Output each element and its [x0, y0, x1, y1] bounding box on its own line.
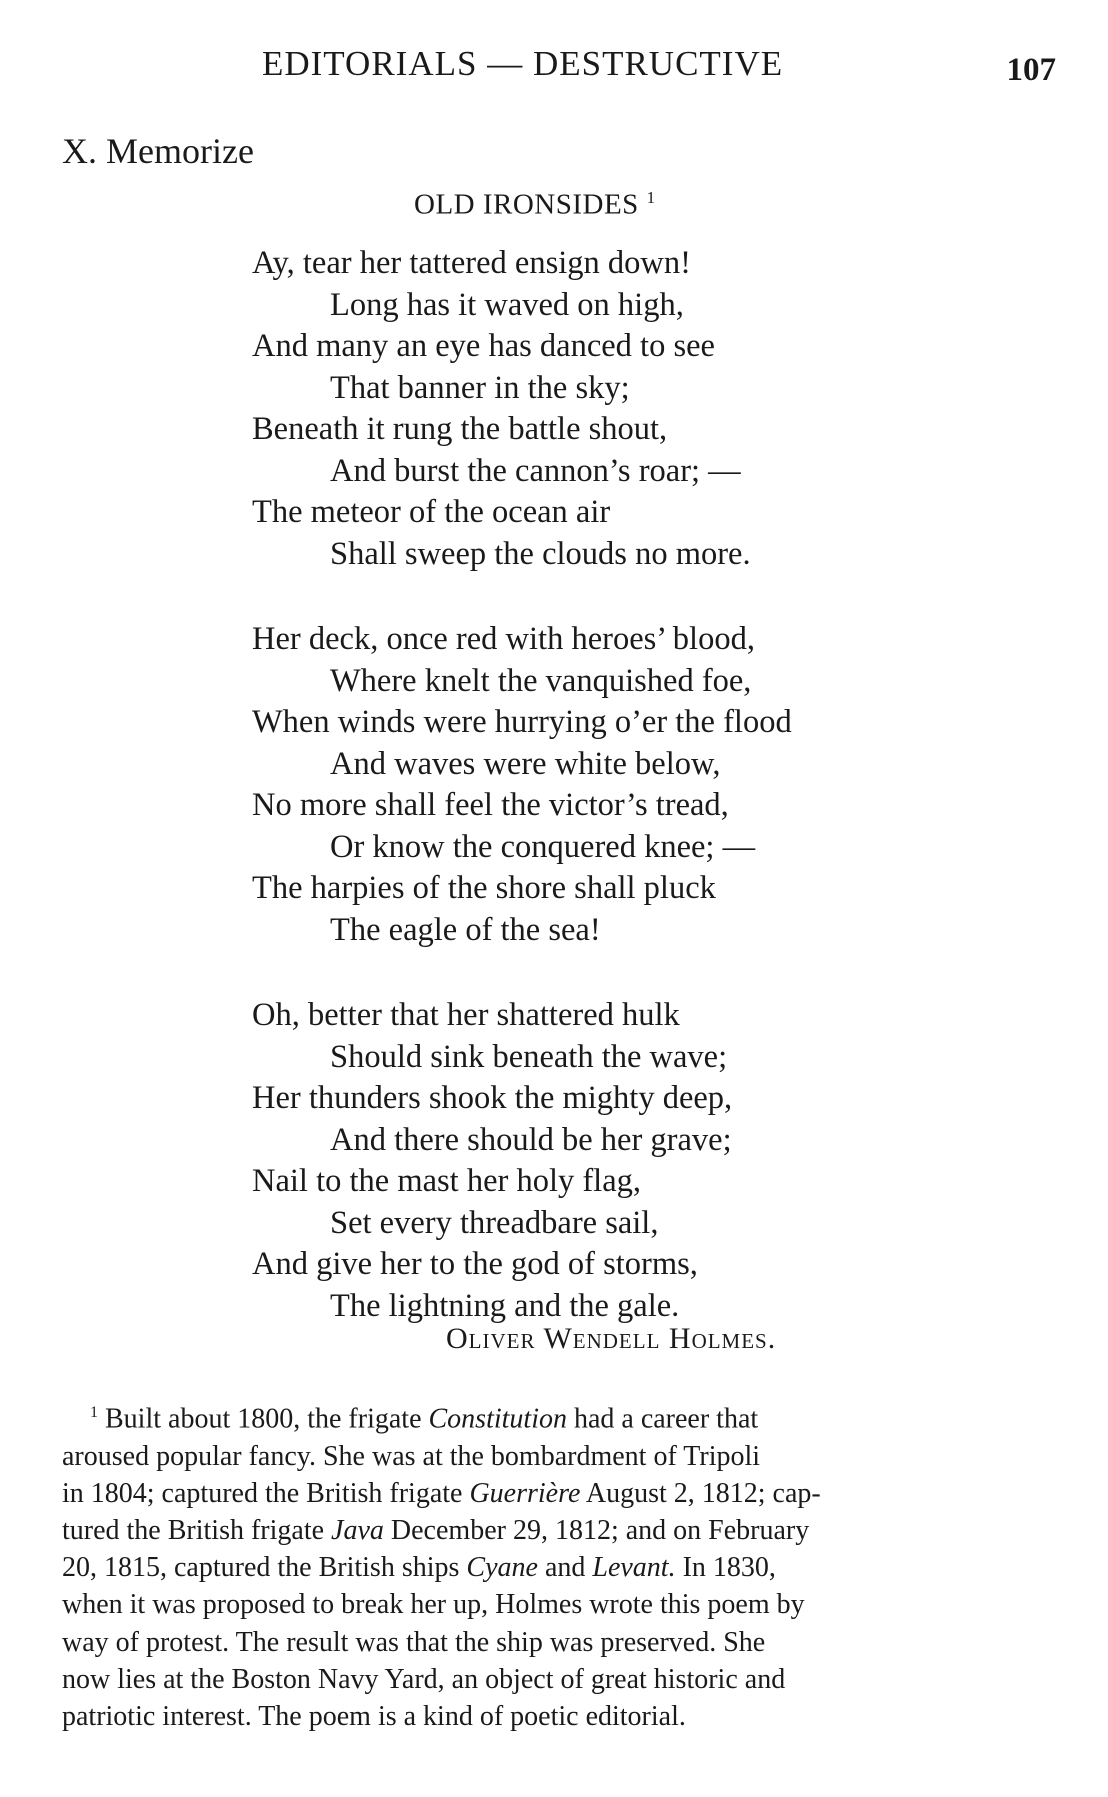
poem-line: Beneath it rung the battle shout,	[252, 411, 668, 447]
footnote-line: $^1$ Built about 1800, the frigate Constitution had a career that	[90, 1403, 759, 1435]
footnote-line: 20, 1815, captured the British ships Cyane and Levant. In 1830,	[62, 1552, 776, 1584]
italic-ship-name: Cyane	[466, 1552, 538, 1584]
poem-line: The lightning and the gale.	[330, 1287, 680, 1324]
poem-line: Shall sweep the clouds no more.	[330, 535, 751, 572]
running-title: EDITORIALS — DESTRUCTIVE	[262, 44, 784, 83]
footnote	[62, 1394, 1054, 1735]
poem-line: Ay, tear her tattered ensign down!	[252, 245, 691, 281]
poem-line: Where knelt the vanquished foe,	[330, 662, 752, 699]
poem-line: And waves were white below,	[330, 745, 721, 782]
running-head	[0, 44, 1108, 94]
poem-title	[414, 188, 656, 222]
poem-line: Or know the conquered knee; —	[330, 828, 756, 865]
footnote-line: tured the British frigate Java December 29, 1812; and on February	[62, 1514, 810, 1546]
poem-line: Nail to the mast her holy flag,	[252, 1163, 642, 1199]
poem-line: And many an eye has danced to see	[252, 328, 715, 364]
poem-attribution: Oliver Wendell Holmes.	[446, 1322, 777, 1355]
poem-line: No more shall feel the victor’s tread,	[252, 787, 729, 823]
footnote-line: aroused popular fancy. She was at the bombardment of Tripoli	[62, 1440, 761, 1472]
footnote-line: patriotic interest. The poem is a kind of poetic editorial.	[62, 1700, 686, 1732]
stanza	[252, 619, 1012, 951]
poem-line: And burst the cannon’s roar; —	[330, 452, 741, 489]
poem-line: Should sink beneath the wave;	[330, 1038, 728, 1075]
poem-line: The eagle of the sea!	[330, 911, 601, 948]
poem-line: Set every threadbare sail,	[330, 1204, 659, 1241]
stanza	[252, 995, 1012, 1327]
stanza	[252, 243, 1012, 575]
poem-line: That banner in the sky;	[330, 369, 630, 406]
poem-line: Oh, better that her shattered hulk	[252, 997, 680, 1033]
footnote-line: in 1804; captured the British frigate Guerrière August 2, 1812; cap-	[62, 1477, 821, 1509]
poem-line: And there should be her grave;	[330, 1121, 732, 1158]
poem-line: And give her to the god of storms,	[252, 1246, 698, 1282]
footnote-ref-marker: 1	[646, 188, 656, 207]
italic-ship-name: Constitution	[428, 1403, 567, 1435]
poem-line: The meteor of the ocean air	[252, 494, 611, 530]
poem-line: Her deck, once red with heroes’ blood,	[252, 621, 755, 657]
poem-line: The harpies of the shore shall pluck	[252, 870, 716, 906]
footnote-marker: 1	[90, 1404, 98, 1421]
section-heading: X. Memorize	[62, 131, 254, 171]
italic-ship-name: Guerrière	[469, 1477, 581, 1509]
page-number: 107	[1006, 52, 1056, 88]
poem-title-text: OLD IRONSIDES	[414, 188, 639, 221]
footnote-line: when it was proposed to break her up, Holmes wrote this poem by	[62, 1589, 805, 1621]
poem-line: Long has it waved on high,	[330, 286, 684, 323]
footnote-line: way of protest. The result was that the ship was preserved. She	[62, 1626, 766, 1658]
poem-line: Her thunders shook the mighty deep,	[252, 1080, 733, 1116]
poem-body	[252, 243, 1012, 1371]
italic-ship-name: Java	[331, 1514, 384, 1546]
footnote-line: now lies at the Boston Navy Yard, an object of great historic and	[62, 1663, 786, 1695]
italic-ship-name: Levant.	[592, 1552, 676, 1584]
poem-line: When winds were hurrying o’er the flood	[252, 704, 792, 740]
